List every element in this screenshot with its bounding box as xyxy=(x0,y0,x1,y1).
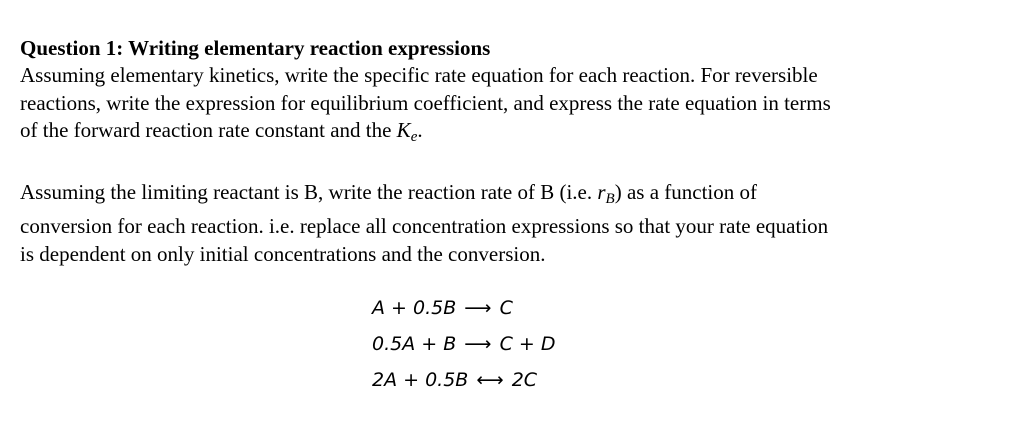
reaction-3: 2A + 0.5B ⟷ 2C xyxy=(372,362,556,398)
reversible-arrow-icon: ⟷ xyxy=(476,369,504,391)
forward-arrow-icon: ⟶ xyxy=(464,333,492,355)
instructions-paragraph-2: Assuming the limiting reactant is B, write the reaction rate of B (i.e. $r_B$) as a function of conversion for each reaction. i.e. replace all concentration expressions so that your rate equation is dependent on only initial concentrations and the conversion. xyxy=(20,179,829,266)
ke-symbol: $K_e$ xyxy=(396,118,418,145)
forward-arrow-icon: ⟶ xyxy=(464,297,492,319)
reaction-equations xyxy=(372,290,556,398)
instructions-paragraph-1: Assuming elementary kinetics, write the specific rate equation for each reaction. For reversible reactions, write the expression for equilibrium coefficient, and express the rate equation in terms of the forward reaction rate constant and the $K_e$. xyxy=(20,63,831,145)
para1-line3: of the forward reaction rate constant and the xyxy=(20,118,397,142)
question-title: Question 1: Writing elementary reaction expressions xyxy=(20,36,491,60)
para1-line2: reactions, write the expression for equilibrium coefficient, and express the rate equation in terms xyxy=(20,90,831,115)
para1-line1: Assuming elementary kinetics, write the specific rate equation for each reaction. For reversible xyxy=(20,63,818,87)
rb-symbol: $r_B$ xyxy=(597,179,615,207)
para2-line2: conversion for each reaction. i.e. replace all concentration expressions so that your rate equation xyxy=(20,214,829,238)
para2-line3: is dependent on only initial concentrations and the conversion. xyxy=(20,241,546,266)
para2-line1: Assuming the limiting reactant is B, write the reaction rate of B (i.e. xyxy=(20,179,598,204)
reaction-1: A + 0.5B ⟶ C xyxy=(372,290,556,326)
reaction-2: 0.5A + B ⟶ C + D xyxy=(372,326,556,362)
question-content xyxy=(20,35,1000,268)
